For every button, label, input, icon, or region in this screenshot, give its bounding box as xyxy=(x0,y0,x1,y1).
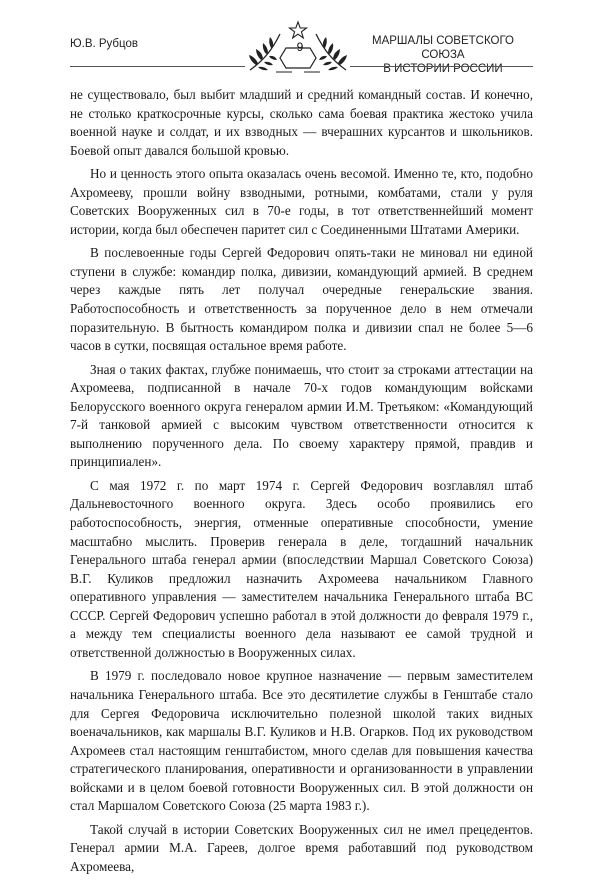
running-head-title-line2: В ИСТОРИИ РОССИИ xyxy=(383,63,503,75)
running-head-title-line1: МАРШАЛЫ СОВЕТСКОГО СОЮЗА xyxy=(371,35,514,61)
running-head-author: Ю.В. Рубцов xyxy=(70,38,138,50)
header-rule-left xyxy=(70,66,245,67)
page-header xyxy=(0,0,600,80)
paragraph: Но и ценность этого опыта оказалась очень весомой. Именно те, кто, подобно Ахромееву, прошли войну взводными, ротными, комбатами, стали у руля Советских Вооруженных сил в 70-е годы, в тот ответственнейший момент истории, когда был обеспечен паритет сил с Соединенными Штатами Америки. xyxy=(70,166,533,237)
page-number: 9 xyxy=(296,40,304,54)
paragraph: Такой случай в истории Советских Вооруженных сил не имел прецедентов. Генерал армии М.А. Гареев, долгое время работавший под руководством Ахромеева, xyxy=(70,821,533,874)
paragraph: не существовало, был выбит младший и средний командный состав. И конечно, не столько краткосрочные курсы, сколько сама боевая практика жестоко учила военной науке и солдат, и их взводных — вчерашних курсантов и школьников. Боевой опыт давался большой кровью. xyxy=(70,87,533,158)
paragraph: Зная о таких фактах, глубже понимаешь, что стоит за строками аттестации на Ахромеева, подписанной в начале 70-х годов командующим войсками Белорусского военного округа генералом армии И.М. Третьяком: «Командующий 7-й танковой армией с высоким чувством ответственности относится к выполнению порученного дела. По своему характеру прямой, правдив и принципиален». xyxy=(70,361,533,470)
body-text xyxy=(70,86,533,881)
paragraph: С мая 1972 г. по март 1974 г. Сергей Федорович возглавлял штаб Дальневосточного военного округа. Здесь особо проявились его работоспособность, энергия, отменные оперативные способности, умение масштабно мыслить. Проверив генерала в деле, тогдашний начальник Генерального штаба генерал армии (впоследствии Маршал Советского Союза) В.Г. Куликов предложил назначить Ахромеева начальником Главного оперативного управления — заместителем начальника Генерального штаба ВС СССР. Сергей Федорович успешно работал в этой должности до февраля 1979 г., а между тем специалисты военного дела называют ее самой трудной и ответственной должностью в Вооруженных силах. xyxy=(70,477,533,660)
running-head-title xyxy=(352,34,534,76)
header-rule-right xyxy=(350,66,533,67)
paragraph: В послевоенные годы Сергей Федорович опять-таки не миновал ни единой ступени в службе: командир полка, дивизии, командующий армией. В среднем через каждые пять лет получал очередные генеральские звания. Работоспособность и ответственность за порученное дело в нем отмечали поразительную. В бытность командиром полка и дивизии спал не более 5—6 часов в сутки, посвящая остальное время работе. xyxy=(70,245,533,354)
paragraph: В 1979 г. последовало новое крупное назначение — первым заместителем начальника Генерального штаба. Все это десятилетие службы в Генштабе стало для Сергея Федоровича исключительно полезной школой таких видных военачальников, как маршалы В.Г. Куликов и Н.В. Огарков. Под их руководством Ахромеев стал настоящим генштабистом, много сделав для повышения качества стратегического планирования, оперативности и организованности в управлении войсками и в целом боевой готовности Вооруженных сил. В этой должности он стал Маршалом Советского Союза (25 марта 1983 г.). xyxy=(70,668,533,814)
